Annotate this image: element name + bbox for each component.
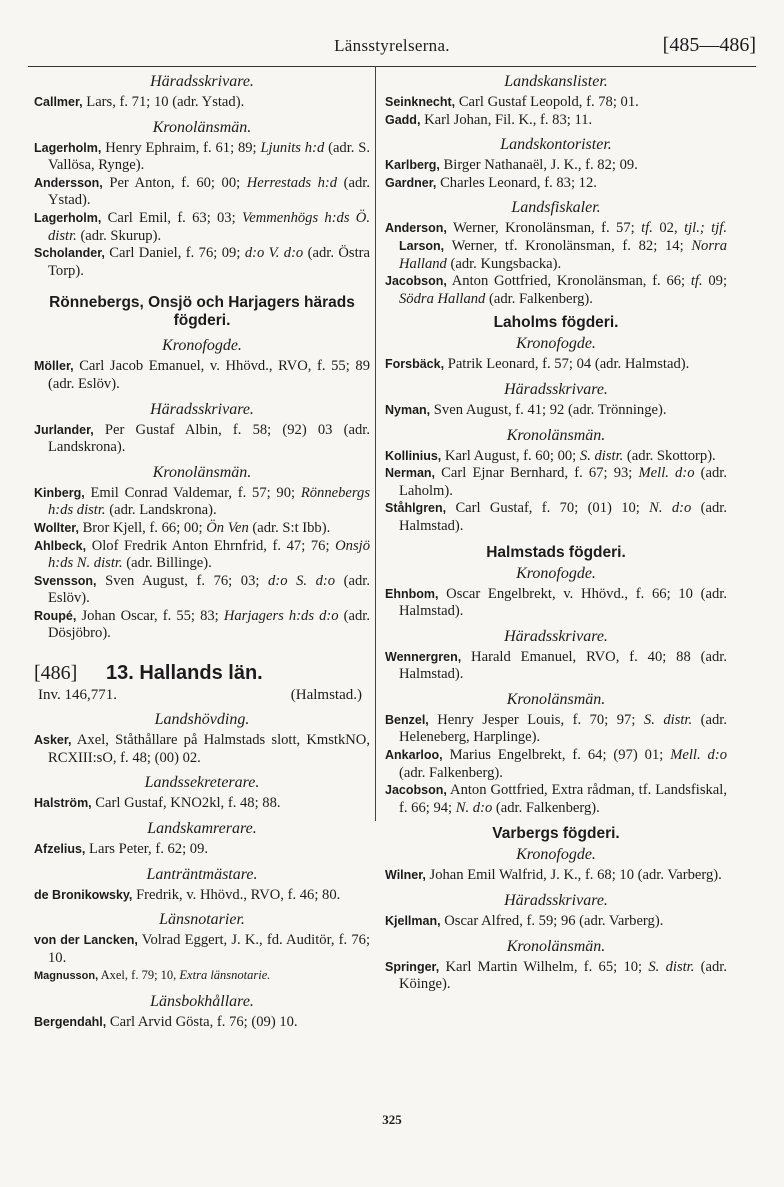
- entry-anderson-larson: Anderson, Werner, Kronolänsman, f. 57; tf. 02, tjl.; tjf. Larson, Werner, tf. Kronolänsman, f. 82; 14; Norra Halland (adr. Kungsbacka).: [385, 220, 727, 272]
- inhabitants-line: [34, 683, 370, 705]
- section-heading: Kronofogde.: [516, 564, 596, 582]
- inhabitants-count: Inv. 146,771.: [38, 686, 118, 703]
- entry-scholander: Scholander, Carl Daniel, f. 76; 09; d:o V. d:o (adr. Östra Torp).: [34, 245, 371, 279]
- entry-moller: Möller, Carl Jacob Emanuel, v. Hhövd., RVO, f. 55; 89 (adr. Eslöv).: [34, 358, 370, 392]
- entry-wennergren: Wennergren, Harald Emanuel, RVO, f. 40; 88 (adr. Halmstad).: [385, 648, 727, 683]
- header-rule: [28, 66, 756, 67]
- entry-kollinius: Kollinius, Karl August, f. 60; 00; S. distr. (adr. Skottorp).: [385, 447, 716, 464]
- entry-stahlgren: Ståhlgren, Carl Gustaf, f. 70; (01) 10; N. d:o (adr. Halmstad).: [385, 500, 727, 534]
- section-heading: Kronofogde.: [516, 335, 596, 353]
- entry-ahlbeck: Ahlbeck, Olof Fredrik Anton Ehrnfrid, f. 47; 76; Onsjö h:ds N. distr. (adr. Billinge).: [34, 537, 370, 572]
- section-heading: Landskontorister.: [500, 136, 612, 154]
- entry-asker: Asker, Axel, Ståthållare på Halmstads slott, KmstkNO, RCXIII:sO, f. 48; (00) 02.: [34, 732, 370, 766]
- entry-bergendahl: Bergendahl, Carl Arvid Gösta, f. 76; (09) 10.: [34, 1014, 298, 1030]
- section-heading: Kronolänsmän.: [506, 426, 606, 444]
- entry-bronikowsky: de Bronikowsky, Fredrik, v. Hhövd., RVO, f. 46; 80.: [34, 886, 341, 903]
- entry-jurlander: Jurlander, Per Gustaf Albin, f. 58; (92) 03 (adr. Landskrona).: [34, 421, 370, 456]
- entry-jacobson-2: Jacobson, Anton Gottfried, Extra rådman, tf. Landsfiskal, f. 66; 94; N. d:o (adr. Falkenberg).: [385, 782, 727, 816]
- entry-afzelius: Afzelius, Lars Peter, f. 62; 09.: [34, 841, 209, 858]
- county-heading: [34, 662, 370, 685]
- section-heading: Kronofogde.: [162, 337, 242, 355]
- entry-lagerholm-carl: Lagerholm, Carl Emil, f. 63; 03; Vemmenhögs h:ds Ö. distr. (adr. Skurup).: [34, 209, 370, 244]
- section-heading: Häradsskrivare.: [504, 627, 608, 645]
- section-heading: Kronolänsmän.: [152, 463, 252, 481]
- district-heading: Varbergs fögderi.: [492, 825, 620, 843]
- entry-wilner: Wilner, Johan Emil Walfrid, J. K., f. 68; 10 (adr. Varberg).: [385, 867, 722, 884]
- entry-springer: Springer, Karl Martin Wilhelm, f. 65; 10; S. distr. (adr. Köinge).: [385, 958, 727, 993]
- entry-nyman: Nyman, Sven August, f. 41; 92 (adr. Trönninge).: [385, 401, 667, 418]
- section-heading: Landsfiskaler.: [511, 199, 601, 217]
- entry-svensson: Svensson, Sven August, f. 76; 03; d:o S. d:o (adr. Eslöv).: [34, 572, 370, 607]
- district-heading: Halmstads fögderi.: [486, 543, 626, 561]
- page-range: [485—486]: [662, 34, 756, 56]
- entry-kjellman: Kjellman, Oscar Alfred, f. 59; 96 (adr. Varberg).: [385, 913, 664, 930]
- entry-wollter: Wollter, Bror Kjell, f. 66; 00; Ön Ven (adr. S:t Ibb).: [34, 519, 331, 536]
- section-heading: Lanträntmästare.: [146, 865, 258, 883]
- page-header: [28, 34, 756, 64]
- county-title: 13. Hallands län.: [106, 662, 263, 685]
- section-heading: Landskanslister.: [504, 73, 608, 90]
- entry-jacobson-1: Jacobson, Anton Gottfried, Kronolänsman, f. 66; tf. 09; Södra Halland (adr. Falkenberg).: [385, 273, 727, 307]
- county-seat: (Halmstad.): [290, 686, 362, 703]
- entry-ehnbom: Ehnbom, Oscar Engelbrekt, v. Hhövd., f. 66; 10 (adr. Halmstad).: [385, 585, 727, 620]
- section-heading: Landshövding.: [154, 711, 250, 729]
- section-heading: Häradsskrivare.: [150, 400, 254, 418]
- district-heading: Laholms fögderi.: [493, 314, 619, 332]
- entry-kinberg: Kinberg, Emil Conrad Valdemar, f. 57; 90; Rönnebergs h:ds distr. (adr. Landskrona).: [34, 484, 370, 519]
- entry-callmer: Callmer, Lars, f. 71; 10 (adr. Ystad).: [34, 94, 245, 110]
- entry-forsback: Forsbäck, Patrik Leonard, f. 57; 04 (adr. Halmstad).: [385, 356, 690, 373]
- entry-andersson: Andersson, Per Anton, f. 60; 00; Herrestads h:d (adr. Ystad).: [34, 174, 370, 209]
- entry-lagerholm-henry: Lagerholm, Henry Ephraim, f. 61; 89; Ljunits h:d (adr. S. Vallösa, Rynge).: [34, 139, 370, 174]
- entry-magnusson: Magnusson, Axel, f. 79; 10, Extra länsnotarie.: [34, 968, 271, 983]
- column-rule: [375, 66, 376, 821]
- section-heading: Kronolänsmän.: [506, 690, 606, 708]
- section-heading: Kronofogde.: [516, 846, 596, 864]
- right-column: [385, 72, 727, 994]
- section-heading: Häradsskrivare.: [150, 73, 254, 90]
- entry-karlberg: Karlberg, Birger Nathanaël, J. K., f. 82; 09.: [385, 157, 638, 174]
- entry-name: Callmer,: [34, 95, 83, 109]
- page-number: 325: [382, 1112, 402, 1127]
- section-heading: Kronolänsmän.: [506, 937, 606, 955]
- running-title: Länsstyrelserna.: [334, 36, 450, 55]
- entry-seinknecht: Seinknecht, Carl Gustaf Leopold, f. 78; 01.: [385, 94, 639, 110]
- section-heading: Länsnotarier.: [159, 911, 245, 929]
- entry-gardner: Gardner, Charles Leonard, f. 83; 12.: [385, 174, 597, 191]
- entry-roupe: Roupé, Johan Oscar, f. 55; 83; Harjagers h:ds d:o (adr. Dösjöbro).: [34, 607, 370, 642]
- section-heading: Kronolänsmän.: [152, 118, 252, 136]
- left-column: [34, 72, 370, 1032]
- entry-halstrom: Halström, Carl Gustaf, KNO2kl, f. 48; 88.: [34, 795, 281, 812]
- section-heading: Landskamrerare.: [147, 820, 257, 838]
- entry-ankarloo: Ankarloo, Marius Engelbrekt, f. 64; (97) 01; Mell. d:o (adr. Falkenberg).: [385, 747, 727, 781]
- section-heading: Häradsskrivare.: [504, 380, 608, 398]
- section-heading: Länsbokhållare.: [150, 993, 254, 1010]
- entry-benzel: Benzel, Henry Jesper Louis, f. 70; 97; S. distr. (adr. Heleneberg, Harplinge).: [385, 711, 727, 746]
- entry-gadd: Gadd, Karl Johan, Fil. K., f. 83; 11.: [385, 111, 593, 128]
- district-heading: Rönnebergs, Onsjö och Harjagers härads fögderi.: [49, 294, 355, 330]
- entry-nerman: Nerman, Carl Ejnar Bernhard, f. 67; 93; Mell. d:o (adr. Laholm).: [385, 465, 727, 499]
- entry-lancken: von der Lancken, Volrad Eggert, J. K., fd. Auditör, f. 76; 10.: [34, 932, 370, 966]
- page-reference: [486]: [34, 662, 78, 685]
- section-heading: Landssekreterare.: [144, 774, 260, 792]
- section-heading: Häradsskrivare.: [504, 892, 608, 910]
